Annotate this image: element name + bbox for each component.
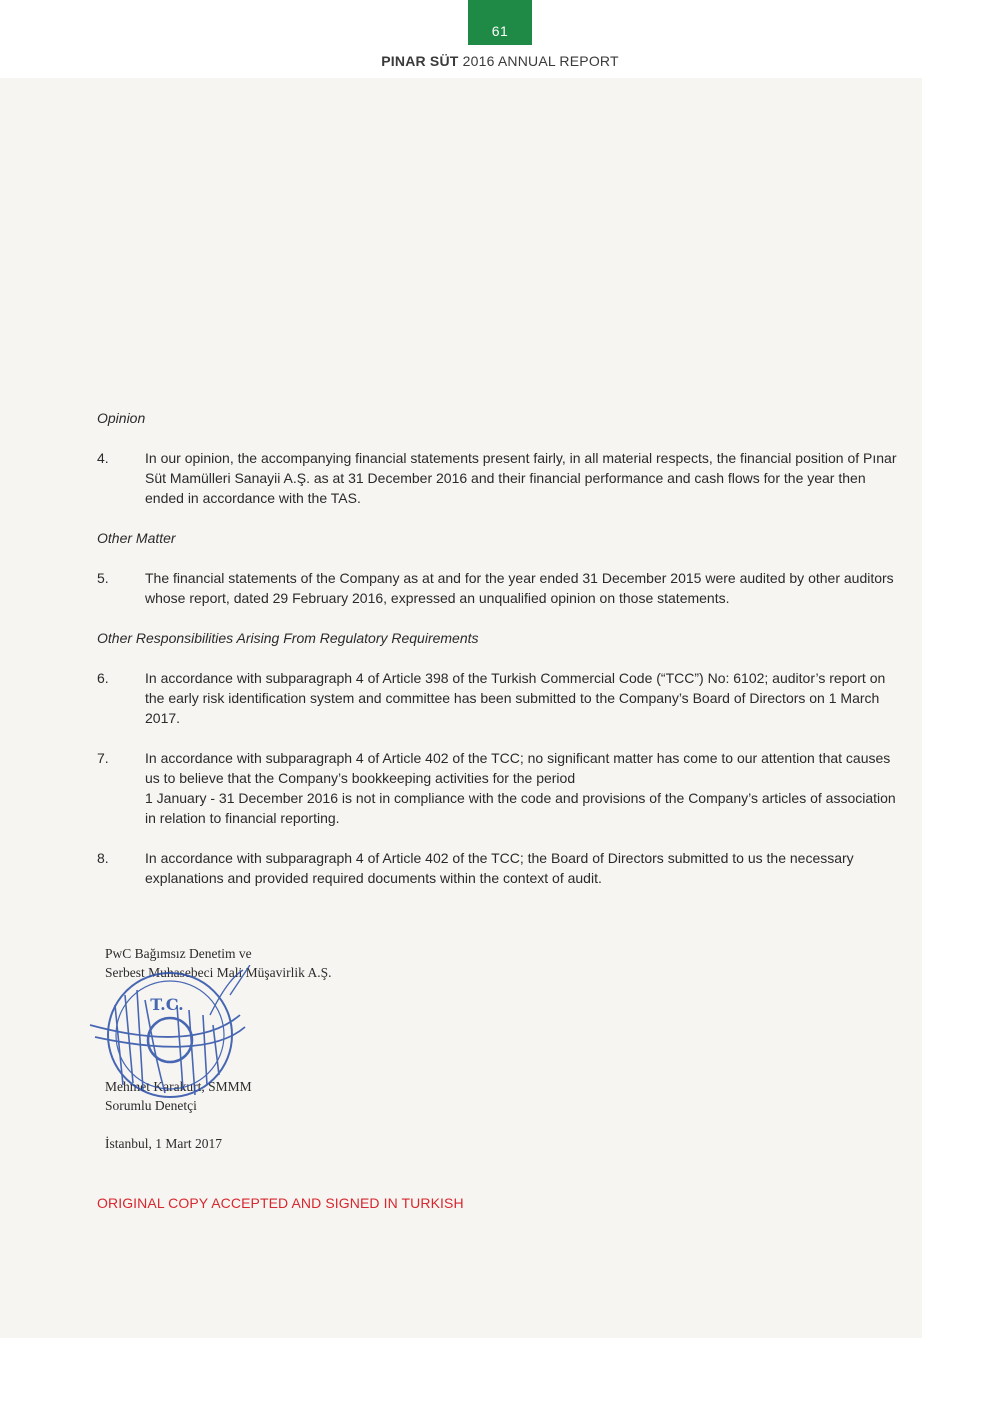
paragraph-text: In our opinion, the accompanying financial statements present fairly, in all material respects, the financial position of Pınar Süt Mamülleri Sanayii A.Ş. as at 31 December 2016 and their financial performance and cash flows for the year then ended in accordance with the TAS. (145, 450, 897, 506)
paragraph-number: 6. (97, 670, 109, 686)
brand-name: PINAR SÜT (381, 53, 459, 69)
firm-name-line: Serbest Muhasebeci Mali Müşavirlik A.Ş. (105, 965, 332, 980)
paragraph-number: 4. (97, 450, 109, 466)
opinion-heading: Opinion (97, 410, 146, 426)
paragraph-number: 5. (97, 570, 109, 586)
paragraph-text-line: In accordance with subparagraph 4 of Article 402 of the TCC; no significant matter has come to our attention that causes us to believe that the Company’s bookkeeping activities for the period (145, 750, 891, 786)
report-title: 2016 ANNUAL REPORT (462, 53, 619, 69)
paragraph-text-line: 1 January - 31 December 2016 is not in compliance with the code and provisions of the Company’s articles of association in relation to financial reporting. (145, 790, 896, 826)
page-number-tab (468, 0, 532, 45)
auditor-name: Mehmet Karakurt, SMMM (105, 1079, 252, 1094)
seal-center-emblem (148, 1018, 192, 1062)
paragraph-number: 7. (97, 750, 109, 766)
paragraph-text: The financial statements of the Company as at and for the year ended 31 December 2015 were audited by other auditors whose report, dated 29 February 2016, expressed an unqualified opinion on those statements. (145, 570, 894, 606)
report-header (0, 53, 1000, 69)
page-number: 61 (491, 23, 509, 39)
other-matter-heading: Other Matter (97, 530, 176, 546)
other-responsibilities-heading: Other Responsibilities Arising From Regulatory Requirements (97, 630, 479, 646)
official-seal-and-signature (85, 965, 355, 1125)
paragraph-text (145, 748, 907, 828)
paragraph-8 (97, 848, 907, 888)
paragraph-7 (97, 748, 907, 828)
paragraph-5 (97, 568, 907, 608)
seal-text: T.C. (150, 995, 184, 1014)
paragraph-4 (97, 448, 907, 508)
place-date: İstanbul, 1 Mart 2017 (105, 1136, 222, 1151)
firm-name-line: PwC Bağımsız Denetim ve (105, 946, 252, 961)
audit-report-body (97, 408, 907, 908)
original-copy-note: ORIGINAL COPY ACCEPTED AND SIGNED IN TURKISH (97, 1195, 464, 1211)
paragraph-text: In accordance with subparagraph 4 of Article 402 of the TCC; the Board of Directors submitted to us the necessary explanations and provided required documents within the context of audit. (145, 850, 854, 886)
paragraph-text: In accordance with subparagraph 4 of Article 398 of the Turkish Commercial Code (“TCC”) No: 6102; auditor’s report on the early risk identification system and committee has been submitted to the Company’s Board of Directors on 1 March 2017. (145, 670, 886, 726)
paragraph-6 (97, 668, 907, 728)
paragraph-number: 8. (97, 850, 109, 866)
auditor-role: Sorumlu Denetçi (105, 1098, 197, 1113)
